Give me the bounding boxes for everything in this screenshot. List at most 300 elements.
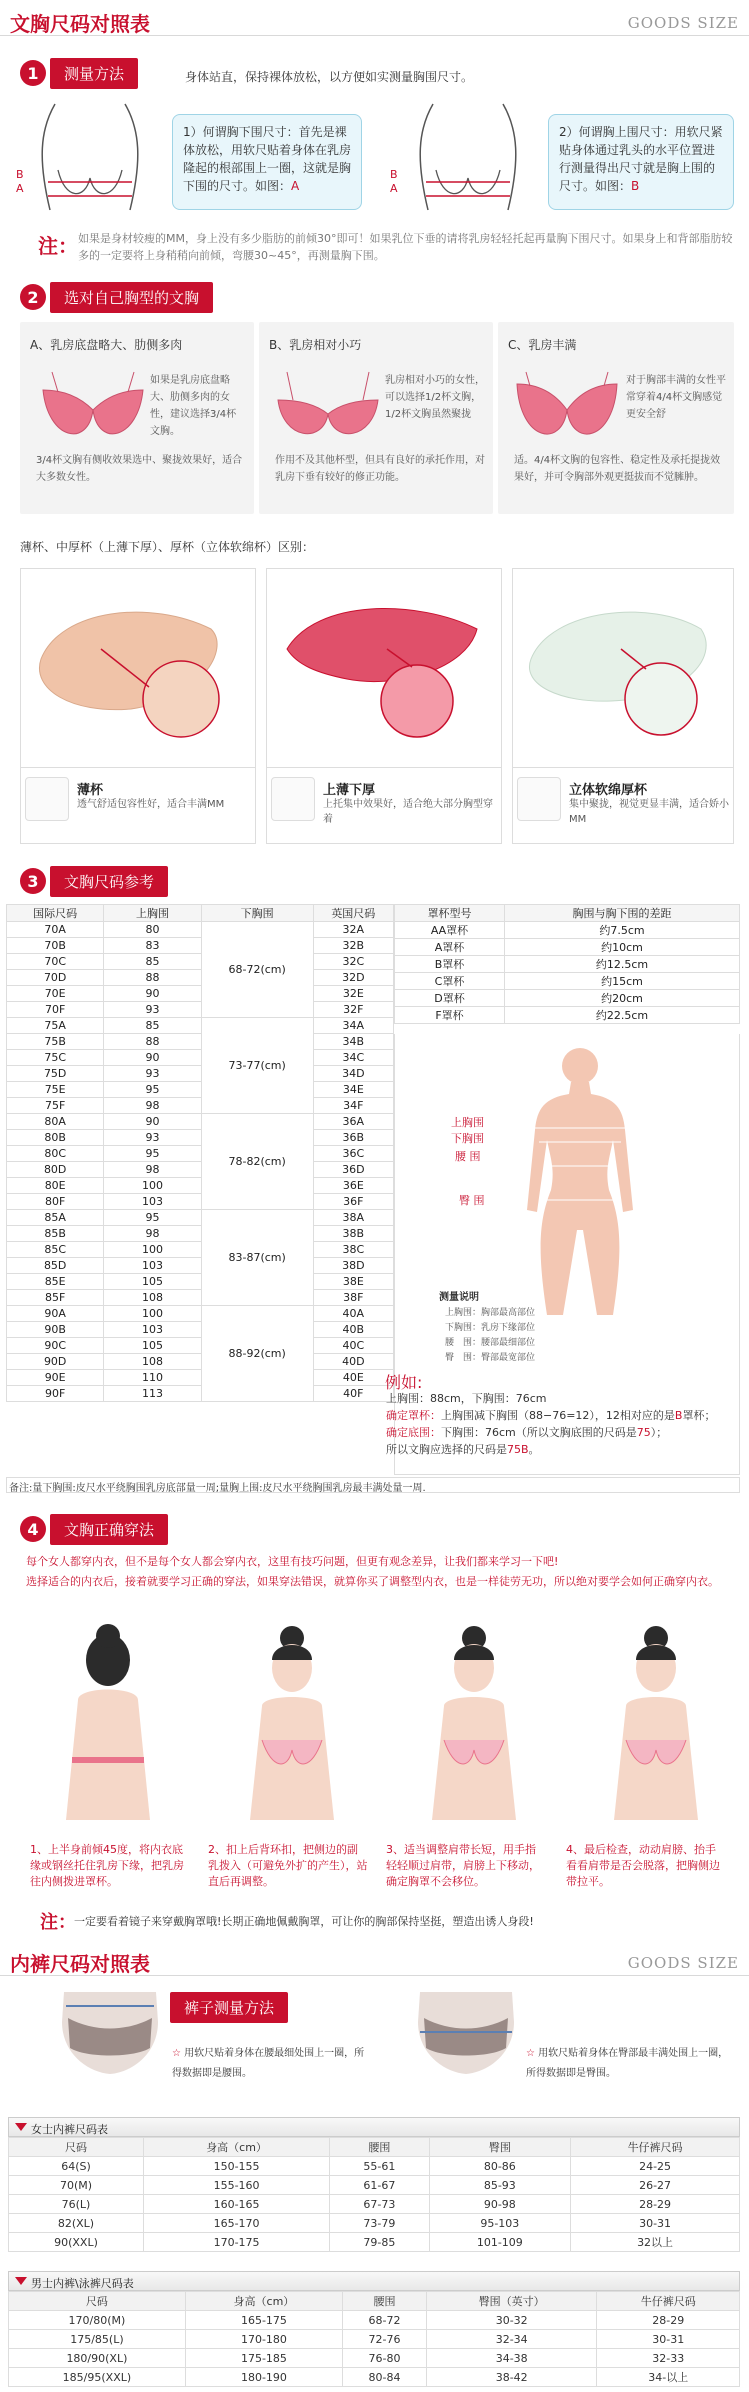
underbust-bubble (172, 114, 362, 210)
intl-size: 85D (7, 1258, 104, 1274)
card-title: C、乳房丰满 (508, 338, 577, 352)
overbust-value: 100 (104, 1306, 201, 1322)
overbust-value: 100 (104, 1242, 201, 1258)
overbust-value: 90 (104, 986, 201, 1002)
uk-size: 38B (313, 1226, 393, 1242)
table-row (7, 1274, 394, 1290)
cup-shape-icon (517, 777, 561, 821)
card-desc-2: 3/4杯文胸有侧收效果选中、聚拢效果好，适合大多数女性。 (36, 455, 243, 483)
waist-measure-text (172, 2044, 372, 2084)
table-row (7, 1322, 394, 1338)
table-row (7, 1098, 394, 1114)
table-cell: 180/90(XL) (9, 2349, 186, 2368)
fig-label-hip: 臀 围 (459, 1194, 485, 1207)
overbust-value: 95 (104, 1210, 201, 1226)
section-number: 1 (20, 60, 46, 86)
bra-type-card-a (20, 322, 254, 514)
uk-size: 40D (313, 1354, 393, 1370)
ex-label: 确定底围： (386, 1426, 441, 1439)
wear-intro-2: 选择适合的内衣后，接着就要学习正确的穿法，如果穿法错误，就算你买了调整型内衣，也是一样徒劳无功，所以绝对要学会如何正确穿内衣。 (26, 1575, 719, 1588)
bra-type-card-c (498, 322, 734, 514)
table-row (7, 954, 394, 970)
intl-size: 70A (7, 922, 104, 938)
col-header: 牛仔裤尺码 (571, 2138, 740, 2157)
table-cell: 68-72 (343, 2311, 427, 2330)
underbust-text: 1）何谓胸下围尺寸：首先是裸体放松，用软尺贴着身体在乳房隆起的根部围上一圈，这就是胸下围的尺寸。如图： (183, 125, 352, 193)
table-row (9, 2157, 740, 2176)
cup-shape-icon (25, 777, 69, 821)
table-cell: 30-32 (426, 2311, 597, 2330)
ex-text: 上胸围减下胸围（88−76=12），12相对应的是 (441, 1409, 675, 1422)
overbust-value: 98 (104, 1226, 201, 1242)
overbust-value: 88 (104, 970, 201, 986)
overbust-value: 95 (104, 1146, 201, 1162)
torso-illustration-b (398, 100, 538, 212)
table-row (9, 2214, 740, 2233)
uk-size: 36D (313, 1162, 393, 1178)
cup-photo-medium (266, 568, 502, 844)
uk-size: 36E (313, 1178, 393, 1194)
uk-size: 40A (313, 1306, 393, 1322)
table-row (395, 990, 740, 1007)
col-header: 国际尺码 (7, 905, 104, 922)
uk-size: 32E (313, 986, 393, 1002)
overbust-value: 105 (104, 1338, 201, 1354)
note-label: 注： (38, 234, 78, 258)
intl-size: 85E (7, 1274, 104, 1290)
table-row (395, 973, 740, 990)
col-header: 罩杯型号 (395, 905, 505, 922)
table-row (9, 2176, 740, 2195)
waist-measure-icon (54, 1992, 166, 2078)
mark-b-label: B (16, 168, 24, 181)
table-cell: 80-84 (343, 2368, 427, 2387)
cup-desc: 上托集中效果好，适合绝大部分胸型穿着 (323, 799, 493, 825)
cup-type: AA罩杯 (395, 922, 505, 939)
uk-size: 38A (313, 1210, 393, 1226)
underbust-range: 73-77(cm) (201, 1018, 313, 1114)
ex-text: ）； (650, 1426, 668, 1439)
intl-size: 70E (7, 986, 104, 1002)
overbust-value: 105 (104, 1274, 201, 1290)
table-cell: 30-31 (597, 2330, 740, 2349)
legend-item: 下胸围：乳房下缘部位 (445, 1323, 536, 1333)
col-header: 下胸围 (201, 905, 313, 922)
table-cell: 175-185 (185, 2349, 342, 2368)
table-cell: 34-38 (426, 2349, 597, 2368)
overbust-value: 100 (104, 1178, 201, 1194)
table-row (9, 2368, 740, 2387)
cup-desc: 透气舒适包容性好，适合丰满MM (77, 799, 225, 810)
intl-size: 70F (7, 1002, 104, 1018)
table-row (7, 1114, 394, 1130)
section-wear-method (20, 1514, 168, 1544)
intl-size: 90D (7, 1354, 104, 1370)
col-header: 牛仔裤尺码 (597, 2292, 740, 2311)
overbust-value: 108 (104, 1290, 201, 1306)
table-row (7, 1354, 394, 1370)
table-row (7, 1258, 394, 1274)
uk-size: 32D (313, 970, 393, 986)
cup-diff: 约12.5cm (505, 956, 740, 973)
overbust-value: 80 (104, 922, 201, 938)
table-cell: 32以上 (571, 2233, 740, 2252)
section-label: 选对自己胸型的文胸 (50, 282, 213, 313)
intl-size: 75A (7, 1018, 104, 1034)
example-block (386, 1390, 740, 1458)
section-choose-bra (20, 282, 213, 312)
table-cell: 38-42 (426, 2368, 597, 2387)
table-cell: 79-85 (330, 2233, 429, 2252)
section-label: 测量方法 (50, 58, 138, 89)
table-cell: 24-25 (571, 2157, 740, 2176)
table-row (7, 1226, 394, 1242)
cup-diff: 约10cm (505, 939, 740, 956)
uk-size: 32F (313, 1002, 393, 1018)
table-cell: 76(L) (9, 2195, 144, 2214)
table-cell: 180-190 (185, 2368, 342, 2387)
table-cell: 55-61 (330, 2157, 429, 2176)
intl-size: 80D (7, 1162, 104, 1178)
woman-step-3-icon (404, 1620, 544, 1830)
table-row (7, 1162, 394, 1178)
col-header: 英国尺码 (313, 905, 393, 922)
overbust-value: 98 (104, 1098, 201, 1114)
uk-size: 38D (313, 1258, 393, 1274)
table-cell: 150-155 (143, 2157, 329, 2176)
table-cell: 165-175 (185, 2311, 342, 2330)
underbust-range: 78-82(cm) (201, 1114, 313, 1210)
table-row (7, 1370, 394, 1386)
body-figure-icon (505, 1040, 655, 1320)
intl-size: 85B (7, 1226, 104, 1242)
ex-label: 确定罩杯： (386, 1409, 441, 1422)
cup-name: 上薄下厚 (323, 783, 376, 798)
table-row (7, 1194, 394, 1210)
uk-size: 36B (313, 1130, 393, 1146)
table-row (7, 1306, 394, 1322)
table-row (395, 939, 740, 956)
mark-a-label-2: A (390, 182, 398, 195)
overbust-value: 93 (104, 1002, 201, 1018)
cup-type: D罩杯 (395, 990, 505, 1007)
divider (21, 767, 255, 768)
section-title: 内裤尺码对照表 (10, 1952, 150, 1976)
intl-size: 80F (7, 1194, 104, 1210)
example-line-4 (386, 1441, 740, 1458)
table-row (7, 986, 394, 1002)
step-4-caption: 4、最后检查，动动肩膀、抬手看看肩带是否会脱落，把胸侧边带拉平。 (566, 1843, 720, 1888)
step-1-caption: 1、上半身前倾45度，将内衣底缘或钢丝托住乳房下缘，把乳房往内侧拨进罩杯。 (30, 1843, 184, 1888)
women-size-table (8, 2137, 740, 2252)
table-row (7, 1082, 394, 1098)
table-cell: 73-79 (330, 2214, 429, 2233)
card-title: B、乳房相对小巧 (269, 338, 362, 352)
table-cell: 28-29 (597, 2311, 740, 2330)
cup-diff: 约7.5cm (505, 922, 740, 939)
table-row (9, 2311, 740, 2330)
intl-size: 80C (7, 1146, 104, 1162)
card-desc: 乳房相对小巧的女性，可以选择1/2杯文胸，1/2杯文胸虽然聚拢 (385, 375, 485, 420)
ex-hl: 75 (636, 1426, 651, 1439)
overbust-value: 103 (104, 1258, 201, 1274)
men-table-title: 男士内裤\泳裤尺码表 (31, 2277, 134, 2290)
intl-size: 75B (7, 1034, 104, 1050)
table-cell: 170/80(M) (9, 2311, 186, 2330)
cup-diff-line: 薄杯、中厚杯（上薄下厚）、厚杯（立体软绵杯）区别： (20, 540, 315, 554)
ex-hl: 75B (507, 1443, 529, 1456)
table-cell: 170-180 (185, 2330, 342, 2349)
cup-diff: 约22.5cm (505, 1007, 740, 1024)
cup-diff: 约20cm (505, 990, 740, 1007)
wear-note: 一定要看着镜子来穿戴胸罩哦!长期正确地佩戴胸罩，可让你的胸部保持坚挺，塑造出诱人身段! (74, 1915, 534, 1928)
bra-icon (512, 370, 622, 450)
table-cell: 72-76 (343, 2330, 427, 2349)
uk-size: 34D (313, 1066, 393, 1082)
col-header: 臀围 (429, 2138, 571, 2157)
cup-photo-thick (512, 568, 734, 844)
goods-size-label: GOODS SIZE (627, 1954, 739, 1972)
mark-b-label-2: B (390, 168, 398, 181)
overbust-value: 85 (104, 954, 201, 970)
intl-size: 90F (7, 1386, 104, 1402)
table-row (7, 1178, 394, 1194)
example-line-2 (386, 1407, 740, 1424)
col-header: 身高（cm） (143, 2138, 329, 2157)
table-cell: 160-165 (143, 2195, 329, 2214)
table-cell: 30-31 (571, 2214, 740, 2233)
uk-size: 40E (313, 1370, 393, 1386)
wear-intro (26, 1552, 736, 1592)
uk-size: 34B (313, 1034, 393, 1050)
overbust-value: 108 (104, 1354, 201, 1370)
thick-cup-pad-icon (521, 589, 727, 749)
uk-size: 34E (313, 1082, 393, 1098)
card-desc-2: 作用不及其他杯型，但具有良好的承托作用，对乳房下垂有较好的修正功能。 (275, 455, 485, 483)
ex-text: 。 (528, 1443, 540, 1456)
mark-a-label: A (16, 182, 24, 195)
legend-item: 臀 围：臀部最宽部位 (445, 1353, 536, 1363)
hip-measure-desc: 用软尺贴着身体在臀部最丰满处围上一圈，所得数据即是臀围。 (526, 2048, 729, 2079)
col-header: 腰围 (330, 2138, 429, 2157)
women-table-title-bar (8, 2117, 740, 2137)
table-row (7, 1210, 394, 1226)
table-cell: 26-27 (571, 2176, 740, 2195)
uk-size: 34F (313, 1098, 393, 1114)
cup-name: 立体软绵厚杯 (569, 783, 648, 798)
intl-size: 90A (7, 1306, 104, 1322)
table-cell: 32-34 (426, 2330, 597, 2349)
divider (267, 767, 501, 768)
measure-intro: 身体站直，保持裸体放松，以方便如实测量胸围尺寸。 (185, 70, 474, 84)
table-row (7, 1034, 394, 1050)
uk-size: 32C (313, 954, 393, 970)
table-row (395, 956, 740, 973)
star-icon: ☆ (172, 2048, 185, 2059)
men-table-title-bar (8, 2271, 740, 2291)
cup-type: F罩杯 (395, 1007, 505, 1024)
overbust-mark: B (631, 179, 640, 193)
ex-hl: B (674, 1409, 683, 1422)
bra-size-header (0, 0, 749, 36)
uk-size: 34A (313, 1018, 393, 1034)
woman-step-4-icon (586, 1620, 726, 1830)
women-table-title: 女士内裤尺码表 (31, 2123, 108, 2136)
table-cell: 61-67 (330, 2176, 429, 2195)
section-label: 文胸尺码参考 (50, 866, 168, 897)
table-cell: 85-93 (429, 2176, 571, 2195)
cup-shape-icon (271, 777, 315, 821)
steps-illustrations (20, 1620, 740, 1830)
table-row (7, 1050, 394, 1066)
ex-text: 下胸围：76cm（所以文胸底围的尺码是 (441, 1426, 637, 1439)
example-title: 例如: (385, 1373, 423, 1392)
table-cell: 76-80 (343, 2349, 427, 2368)
overbust-value: 98 (104, 1162, 201, 1178)
table-cell: 170-175 (143, 2233, 329, 2252)
triangle-icon (15, 2277, 27, 2285)
table-row (395, 1007, 740, 1024)
intl-size: 70B (7, 938, 104, 954)
wear-note-label: 注： (40, 1912, 76, 1933)
waist-measure-desc: 用软尺贴着身体在腰最细处围上一圈，所得数据即是腰围。 (172, 2048, 365, 2079)
overbust-value: 83 (104, 938, 201, 954)
section-size-ref (20, 866, 168, 896)
table-row (7, 1242, 394, 1258)
overbust-value: 103 (104, 1194, 201, 1210)
table-cell: 64(S) (9, 2157, 144, 2176)
intl-size: 90C (7, 1338, 104, 1354)
uk-size: 32A (313, 922, 393, 938)
cup-photo-thin (20, 568, 256, 844)
wear-intro-1: 每个女人都穿内衣，但不是每个女人都会穿内衣，这里有技巧问题，但更有观念差异，让我们都来学习一下吧! (26, 1555, 559, 1568)
table-cell: 185/95(XXL) (9, 2368, 186, 2387)
medium-cup-pad-icon (277, 589, 493, 749)
table-cell: 82(XL) (9, 2214, 144, 2233)
cup-type: B罩杯 (395, 956, 505, 973)
col-header: 身高（cm） (185, 2292, 342, 2311)
overbust-bubble (548, 114, 734, 210)
uk-size: 32B (313, 938, 393, 954)
ex-text: 所以文胸应选择的尺码是 (386, 1443, 507, 1456)
bra-icon (38, 370, 148, 450)
intl-size: 85A (7, 1210, 104, 1226)
intl-size: 80A (7, 1114, 104, 1130)
intl-size: 75D (7, 1066, 104, 1082)
table-row (9, 2349, 740, 2368)
card-desc-2: 适。4/4杯文胸的包容性、稳定性及承托提拢效果好，并可令胸部外观更挺拔而不觉臃肿。 (514, 455, 721, 483)
table-row (7, 1338, 394, 1354)
bra-size-table (6, 904, 394, 1402)
table-row (7, 970, 394, 986)
intl-size: 75C (7, 1050, 104, 1066)
table-cell: 80-86 (429, 2157, 571, 2176)
legend-title: 测量说明 (439, 1292, 479, 1303)
overbust-value: 88 (104, 1034, 201, 1050)
note-text: 如果是身材较瘦的MM，身上没有多少脂肪的前倾30°即可！如果乳位下垂的请将乳房轻轻托起再量胸下围尺寸。如果身上和背部脂肪较多的一定要将上身稍稍向前倾，弯腰30~45°，再测量胸下围。 (78, 232, 733, 262)
bra-type-card-b (259, 322, 493, 514)
uk-size: 36C (313, 1146, 393, 1162)
hip-measure-icon (410, 1992, 522, 2078)
underbust-mark: A (291, 179, 300, 193)
cup-diff: 约15cm (505, 973, 740, 990)
section-number: 3 (20, 868, 46, 894)
table-row (395, 922, 740, 939)
table-cell: 70(M) (9, 2176, 144, 2195)
overbust-value: 90 (104, 1114, 201, 1130)
table-cell: 90(XXL) (9, 2233, 144, 2252)
thin-cup-pad-icon (31, 589, 247, 749)
card-desc: 对于胸部丰满的女性平常穿着4/4杯文胸感觉更安全舒 (626, 375, 726, 420)
legend-item: 上胸围：胸部最高部位 (445, 1308, 536, 1318)
overbust-value: 110 (104, 1370, 201, 1386)
overbust-value: 103 (104, 1322, 201, 1338)
uk-size: 34C (313, 1050, 393, 1066)
intl-size: 80E (7, 1178, 104, 1194)
intl-size: 80B (7, 1130, 104, 1146)
torso-illustration-a (20, 100, 160, 212)
cup-type: C罩杯 (395, 973, 505, 990)
legend-item: 腰 围：腰部最细部位 (445, 1338, 536, 1348)
card-desc: 如果是乳房底盘略大、肋侧多肉的女性，建议选择3/4杯文胸。 (150, 375, 237, 437)
col-header: 臀围（英寸） (426, 2292, 597, 2311)
table-cell: 28-29 (571, 2195, 740, 2214)
size-footnote: 备注:量下胸围:皮尺水平绕胸围乳房底部量一周;量胸上围:皮尺水平绕胸围乳房最丰满处量一周. (6, 1477, 740, 1493)
uk-size: 36A (313, 1114, 393, 1130)
ex-text: 罩杯； (682, 1409, 716, 1422)
page-title: 文胸尺码对照表 (10, 12, 150, 36)
section-measure-method (20, 58, 138, 88)
star-icon: ☆ (526, 2048, 539, 2059)
step-3-caption: 3、适当调整肩带长短，用手指轻轻顺过肩带，肩膀上下移动，确定胸罩不会移位。 (386, 1843, 540, 1888)
fig-label-underbust: 下胸围 (451, 1132, 484, 1145)
col-header: 腰围 (343, 2292, 427, 2311)
intl-size: 75F (7, 1098, 104, 1114)
intl-size: 85C (7, 1242, 104, 1258)
fig-label-overbust: 上胸围 (451, 1116, 484, 1129)
table-row (7, 1130, 394, 1146)
underbust-range: 88-92(cm) (201, 1306, 313, 1402)
uk-size: 38F (313, 1290, 393, 1306)
table-row (7, 1386, 394, 1402)
table-row (7, 1290, 394, 1306)
col-header: 尺码 (9, 2138, 144, 2157)
overbust-value: 93 (104, 1066, 201, 1082)
table-row (7, 1018, 394, 1034)
men-size-table (8, 2291, 740, 2387)
section-number: 2 (20, 284, 46, 310)
table-cell: 67-73 (330, 2195, 429, 2214)
intl-size: 75E (7, 1082, 104, 1098)
step-2-caption: 2、扣上后背环扣，把侧边的副乳拨入（可避免外扩的产生），站直后再调整。 (208, 1843, 368, 1888)
card-title: A、乳房底盘略大、肋侧多肉 (30, 338, 183, 352)
table-cell: 175/85(L) (9, 2330, 186, 2349)
table-row (9, 2195, 740, 2214)
overbust-value: 95 (104, 1082, 201, 1098)
bra-icon (273, 370, 383, 450)
table-row (7, 922, 394, 938)
intl-size: 85F (7, 1290, 104, 1306)
triangle-icon (15, 2123, 27, 2131)
uk-size: 40F (313, 1386, 393, 1402)
intl-size: 90B (7, 1322, 104, 1338)
panty-size-header (0, 1940, 749, 1976)
table-cell: 32-33 (597, 2349, 740, 2368)
uk-size: 36F (313, 1194, 393, 1210)
woman-step-2-icon (222, 1620, 362, 1830)
table-cell: 34-以上 (597, 2368, 740, 2387)
table-row (9, 2330, 740, 2349)
